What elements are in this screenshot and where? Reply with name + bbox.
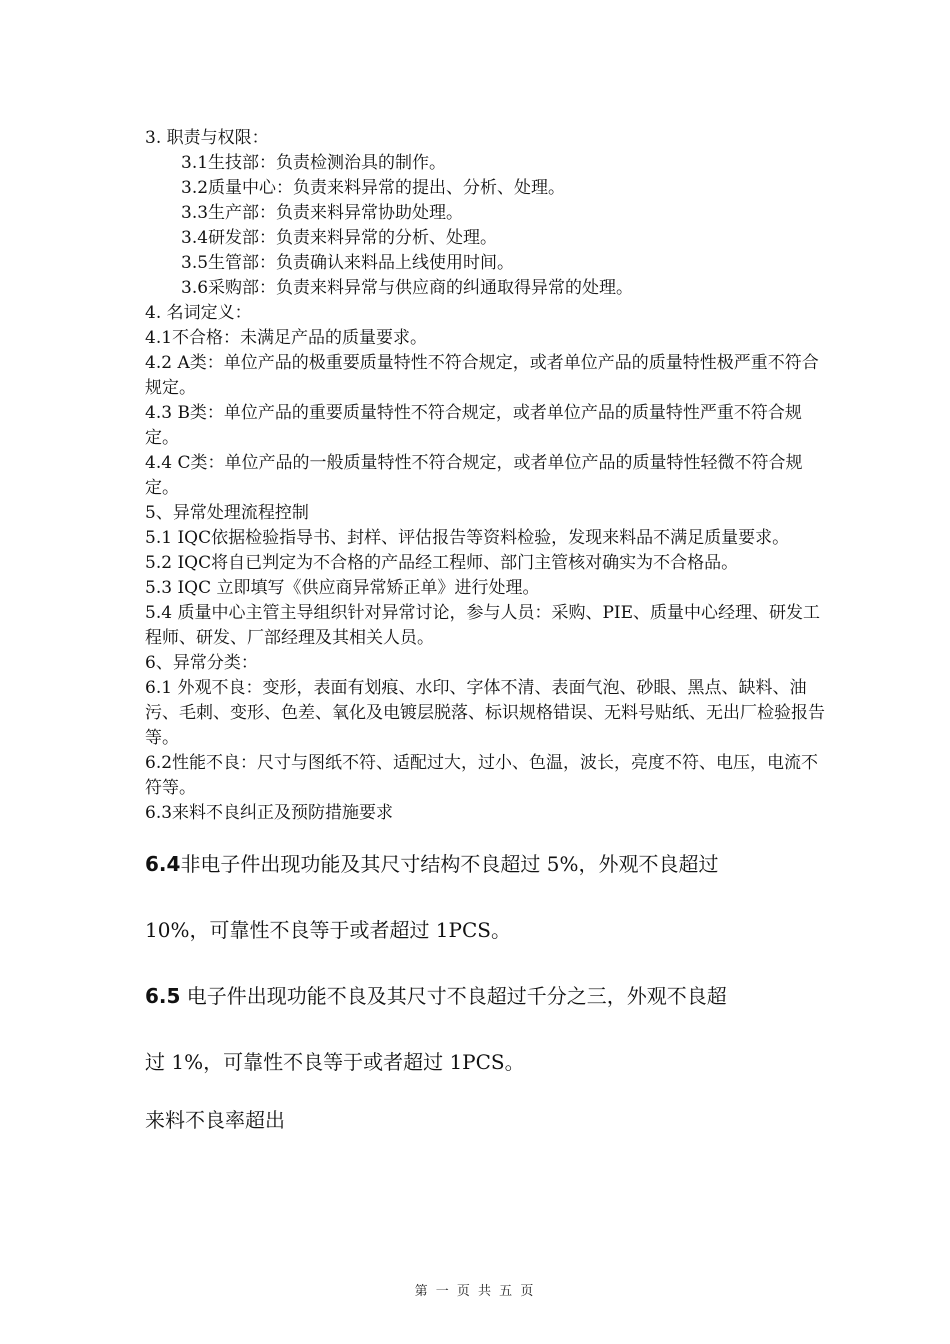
section-4-heading: 4. 名词定义： [145,303,252,323]
item-6-5-text: 电子件出现功能不良及其尺寸不良超过千分之三，外观不良超 [180,984,727,1008]
section-3-item: 3.3生产部：负责来料异常协助处理。 [181,203,464,223]
section-3-item: 3.2质量中心：负责来料异常的提出、分析、处理。 [181,178,566,198]
section-3-heading: 3. 职责与权限： [145,128,269,148]
section-5-item: 5.4 质量中心主管主导组织针对异常讨论，参与人员：采购、PIE、质量中心经理、研发工程师、研发、厂部经理及其相关人员。 [145,603,821,648]
item-6-4-line2: 10%，可靠性不良等于或者超过 1PCS。 [145,918,511,942]
item-6-5-line2: 过 1%，可靠性不良等于或者超过 1PCS。 [145,1050,525,1074]
item-6-4-number: 6.4 [145,852,181,876]
item-6-4-text: 非电子件出现功能及其尺寸结构不良超过 5%，外观不良超过 [180,852,719,876]
section-5-item: 5.2 IQC将自已判定为不合格的产品经工程师、部门主管核对确实为不合格品。 [145,553,739,573]
item-6-5-number: 6.5 [145,984,181,1008]
item-6-5-line1 [145,976,825,1016]
section-4-item: 4.2 A类：单位产品的极重要质量特性不符合规定，或者单位产品的质量特性极严重不符合规定。 [145,353,819,398]
section-6-heading: 6、异常分类： [145,653,258,673]
section-3-item: 3.6采购部：负责来料异常与供应商的纠通取得异常的处理。 [181,278,634,298]
section-6-item: 6.3来料不良纠正及预防措施要求 [145,803,394,823]
item-6-4-line1 [145,844,825,884]
section-5-item: 5.3 IQC 立即填写《供应商异常矫正单》进行处理。 [145,578,540,598]
section-3-item: 3.1生技部：负责检测治具的制作。 [181,153,447,173]
section-4-item: 4.3 B类：单位产品的重要质量特性不符合规定，或者单位产品的质量特性严重不符合规定。 [145,403,802,448]
section-3-item: 3.4研发部：负责来料异常的分析、处理。 [181,228,498,248]
page-footer: 第 一 页 共 五 页 [414,1284,536,1299]
tail-text: 来料不良率超出 [145,1108,285,1132]
section-3-item: 3.5生管部：负责确认来料品上线使用时间。 [181,253,515,273]
section-5-heading: 5、异常处理流程控制 [145,503,309,523]
document-body [145,126,825,1140]
section-5-item: 5.1 IQC依据检验指导书、封样、评估报告等资料检验，发现来料品不满足质量要求。 [145,528,790,548]
section-4-item: 4.1不合格：未满足产品的质量要求。 [145,328,428,348]
section-6-item: 6.1 外观不良：变形，表面有划痕、水印、字体不清、表面气泡、砂眼、黑点、缺料、油污、毛刺、变形、色差、氧化及电镀层脱落、标识规格错误、无料号贴纸、无出厂检验报告等。 [145,678,825,748]
section-6-item: 6.2性能不良：尺寸与图纸不符、适配过大，过小、色温，波长，亮度不符、电压，电流不符等。 [145,753,819,798]
section-4-item: 4.4 C类：单位产品的一般质量特性不符合规定，或者单位产品的质量特性轻微不符合规定。 [145,453,803,498]
